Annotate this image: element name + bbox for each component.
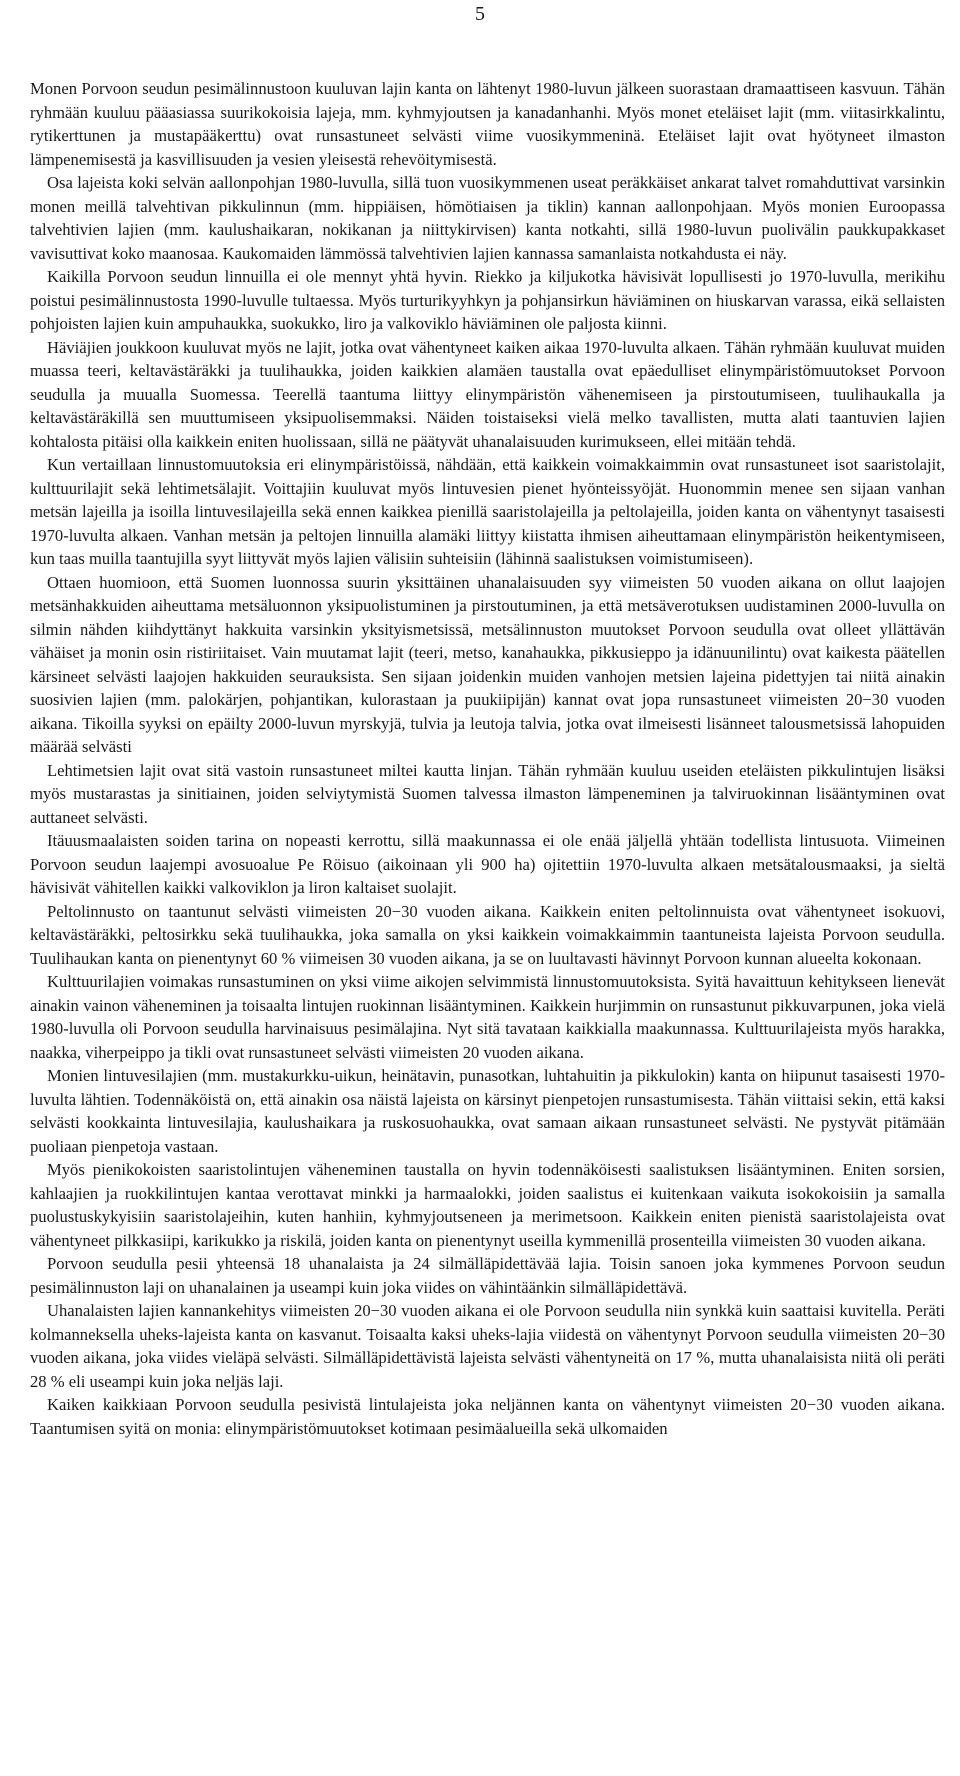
paragraph: Monen Porvoon seudun pesimälinnustoon kuuluvan lajin kanta on lähtenyt 1980-luvun jälkeen suorastaan dramaattiseen kasvuun. Tähän ryhmään kuuluu pääasiassa suurikokoisia lajeja, mm. kyhmyjoutsen ja kanadanhanhi. Myös monet eteläiset lajit (mm. viitasirkkalintu, rytikerttunen ja mustapääkerttu) ovat runsastuneet selvästi viime vuosikymmeninä. Eteläiset lajit ovat hyötyneet ilmaston lämpenemisestä ja kasvillisuuden ja vesien yleisestä rehevöitymisestä. — [30, 79, 945, 169]
paragraph: Kun vertaillaan linnustomuutoksia eri elinympäristöissä, nähdään, että kaikkein voimakkaimmin ovat runsastuneet isot saaristolajit, kulttuurilajit sekä lehtimetsälajit. Voittajiin kuuluvat myös lintuvesien pienet hyönteissyöjät. Huonommin menee sen sijaan vanhan metsän lajeilla ja isoilla lintuvesilajeilla sekä ennen kaikkea pienillä saaristolajeilla ja peltolajeilla, joiden kanta on vähentynyt tasaisesti 1970-luvulta alkaen. Vanhan metsän ja peltojen linnuilla alamäki liittyy kiistatta ihmisen aiheuttamaan elinympäristön heikentymiseen, kun taas muilla taantujilla syyt liittyvät myös lajien välisiin suhteisiin (lähinnä saalistuksen voimistumiseen). — [30, 455, 945, 568]
paragraph: Peltolinnusto on taantunut selvästi viimeisten 20−30 vuoden aikana. Kaikkein eniten peltolinnuista ovat vähentyneet isokuovi, keltavästäräkki, peltosirkku sekä tuulihaukka, joka samalla on yksi kaikkein voimakkaimmin taantuneista lajeista Porvoon seudulla. Tuulihaukan kanta on pienentynyt 60 % viimeisen 30 vuoden aikana, ja se on luultavasti hävinnyt Porvoon kunnan alueelta kokonaan. — [30, 901, 945, 968]
paragraph: Häviäjien joukkoon kuuluvat myös ne lajit, jotka ovat vähentyneet kaiken aikaa 1970-luvulta alkaen. Tähän ryhmään kuuluvat muiden muassa teeri, keltavästäräkki ja tuulihaukka, joiden kaikkien alamäen taustalla ovat epäedulliset elinympäristömuutokset Porvoon seudulla ja muualla Suomessa. Teerellä taantuma liittyy elinympäristön vähenemiseen ja pirstoutumiseen, tuulihaukalla ja keltavästäräkillä sen muuttumiseen yksipuolisemmaksi. Näiden toistaiseksi vielä melko tavallisten, mutta alati taantuvien lajien kohtalosta pitäisi olla kaikkein eniten huolissaan, sillä ne päätyvät uhanalaisuuden kurimukseen, ellei mitään tehdä. — [30, 337, 945, 451]
paragraph: Uhanalaisten lajien kannankehitys viimeisten 20−30 vuoden aikana ei ole Porvoon seudulla niin synkkä kuin saattaisi kuvitella. Peräti kolmanneksella uheks-lajeista kanta on kasvanut. Toisaalta kaksi uheks-lajia viidestä on vähentynyt Porvoon seudulla viimeisten 20−30 vuoden aikana, joka viides vieläpä selvästi. Silmälläpidettävistä lajeista selvästi vähentyneitä on 17 %, mutta uhanalaisista niitä oli peräti 28 % eli useampi kuin joka neljäs laji. — [30, 1301, 945, 1391]
paragraph: Ottaen huomioon, että Suomen luonnossa suurin yksittäinen uhanalaisuuden syy viimeisten 50 vuoden aikana on ollut laajojen metsänhakkuiden aiheuttama metsäluonnon yksipuolistuminen ja pirstoutuminen, ja että metsäverotuksen uudistaminen 2000-luvulla on silmin nähden kiihdyttänyt hakkuita varsinkin yksityismetsissä, metsälinnuston muutokset Porvoon seudulla ovat olleet yllättävän vähäiset ja monin osin ristiriitaiset. Vain muutamat lajit (teeri, metso, kanahaukka, pikkusieppo ja idänuunilintu) ovat kaikesta päätellen kärsineet selvästi laajojen hakkuiden seurauksista. Sen sijaan joidenkin muiden vanhojen metsien lajeina pidettyjen tai niitä ainakin suosivien lajien (mm. palokärjen, pohjantikan, kulorastaan ja puukiipijän) kannat ovat jopa runsastuneet viimeisten 20−30 vuoden aikana. Tikoilla syyksi on epäilty 2000-luvun myrskyjä, tulvia ja leutoja talvia, jotka ovat ilmeisesti lisänneet talousmetsissä lahopuiden määrää selvästi — [30, 572, 945, 756]
paragraph: Monien lintuvesilajien (mm. mustakurkku-uikun, heinätavin, punasotkan, luhtahuitin ja pikkulokin) kanta on hiipunut tasaisesti 1970-luvulta lähtien. Todennäköistä on, että ainakin osa näistä lajeista on kärsinyt pienpetojen runsastumisesta. Tähän viittaisi sekin, että kaksi selvästi kookkainta lintuvesilajia, kaulushaikara ja ruskosuohaukka, ovat samaan aikaan runsastuneet selvästi. Ne pystyvät pitämään puoliaan pienpetoja vastaan. — [30, 1066, 945, 1156]
paragraph: Kaikilla Porvoon seudun linnuilla ei ole mennyt yhtä hyvin. Riekko ja kiljukotka hävisivät lopullisesti jo 1970-luvulla, merikihu poistui pesimälinnustosta 1990-luvulle tultaessa. Myös turturikyyhkyn ja pohjansirkun häviäminen on hiuskarvan varassa, eikä sellaisten pohjoisten lajien kuin ampuhaukka, suokukko, liro ja valkoviklo häviäminen ole paljosta kiinni. — [30, 267, 945, 333]
paragraph: Lehtimetsien lajit ovat sitä vastoin runsastuneet miltei kautta linjan. Tähän ryhmään kuuluu useiden eteläisten pikkulintujen lisäksi myös mustarastas ja sinitiainen, joiden selviytymistä Suomen talvessa ilmaston lämpeneminen ja talviruokinnan lisääntyminen ovat auttaneet selvästi. — [30, 760, 945, 827]
paragraph: Osa lajeista koki selvän aallonpohjan 1980-luvulla, sillä tuon vuosikymmenen useat peräkkäiset ankarat talvet romahduttivat varsinkin monen meillä talvehtivan pikkulinnun (mm. hippiäisen, hömötiaisen ja tiklin) kannan aallonpohjaan. Myös monien Euroopassa talvehtivien lajien (mm. kaulushaikaran, nokikanan ja niittykirvisen) kanta notkahti, sillä 1980-luvun puolivälin paukkupakkaset vavisuttivat koko maanosaa. Kaukomaiden lämmössä talvehtivien lajien kannassa samanlaista notkahdusta ei näy. — [30, 173, 945, 263]
body-text — [30, 77, 945, 1440]
paragraph: Myös pienikokoisten saaristolintujen väheneminen taustalla on hyvin todennäköisesti saalistuksen lisääntyminen. Eniten sorsien, kahlaajien ja ruokkilintujen kantaa verottavat minkki ja harmaalokki, joiden saalistus ei kuitenkaan vaikuta isokokoisiin ja samalla puolustuskykyisiin saaristolajeihin, kuten hanhiin, kyhmyjoutseneen ja merimetsoon. Kaikkein eniten pienistä saaristolajeista ovat vähentyneet pilkkasiipi, karikukko ja riskilä, joiden kanta on pienentynyt useilla kymmenillä prosenteilla viimeisten 30 vuoden aikana. — [30, 1160, 945, 1250]
paragraph: Kulttuurilajien voimakas runsastuminen on yksi viime aikojen selvimmistä linnustomuutoksista. Syitä havaittuun kehitykseen lienevät ainakin vainon väheneminen ja toisaalta lintujen ruokinnan lisääntyminen. Kaikkein hurjimmin on runsastunut pikkuvarpunen, joka vielä 1980-luvulla oli Porvoon seudulla harvinaisuus pesimälajina. Nyt sitä tavataan kaikkialla maakunnassa. Kulttuurilajeista myös harakka, naakka, viherpeippo ja tikli ovat runsastuneet selvästi viimeisten 20 vuoden aikana. — [30, 972, 945, 1062]
page-number: 5 — [475, 3, 485, 25]
paragraph: Porvoon seudulla pesii yhteensä 18 uhanalaista ja 24 silmälläpidettävää lajia. Toisin sanoen joka kymmenes Porvoon seudun pesimälinnuston laji on uhanalainen ja useampi kuin joka viides on vähintäänkin silmälläpidettävä. — [30, 1254, 945, 1297]
paragraph: Itäuusmaalaisten soiden tarina on nopeasti kerrottu, sillä maakunnassa ei ole enää jäljellä yhtään todellista lintusuota. Viimeinen Porvoon seudun laajempi avosuoalue Pe Röisuo (aikoinaan yli 900 ha) ojitettiin 1970-luvulta alkaen metsätalousmaaksi, ja sieltä hävisivät vähitellen kaikki valkoviklon ja liron kaltaiset suolajit. — [30, 831, 945, 897]
paragraph: Kaiken kaikkiaan Porvoon seudulla pesivistä lintulajeista joka neljännen kanta on vähentynyt viimeisten 20−30 vuoden aikana. Taantumisen syitä on monia: elinympäristömuutokset kotimaan pesimäalueilla sekä ulkomaiden — [30, 1395, 945, 1438]
